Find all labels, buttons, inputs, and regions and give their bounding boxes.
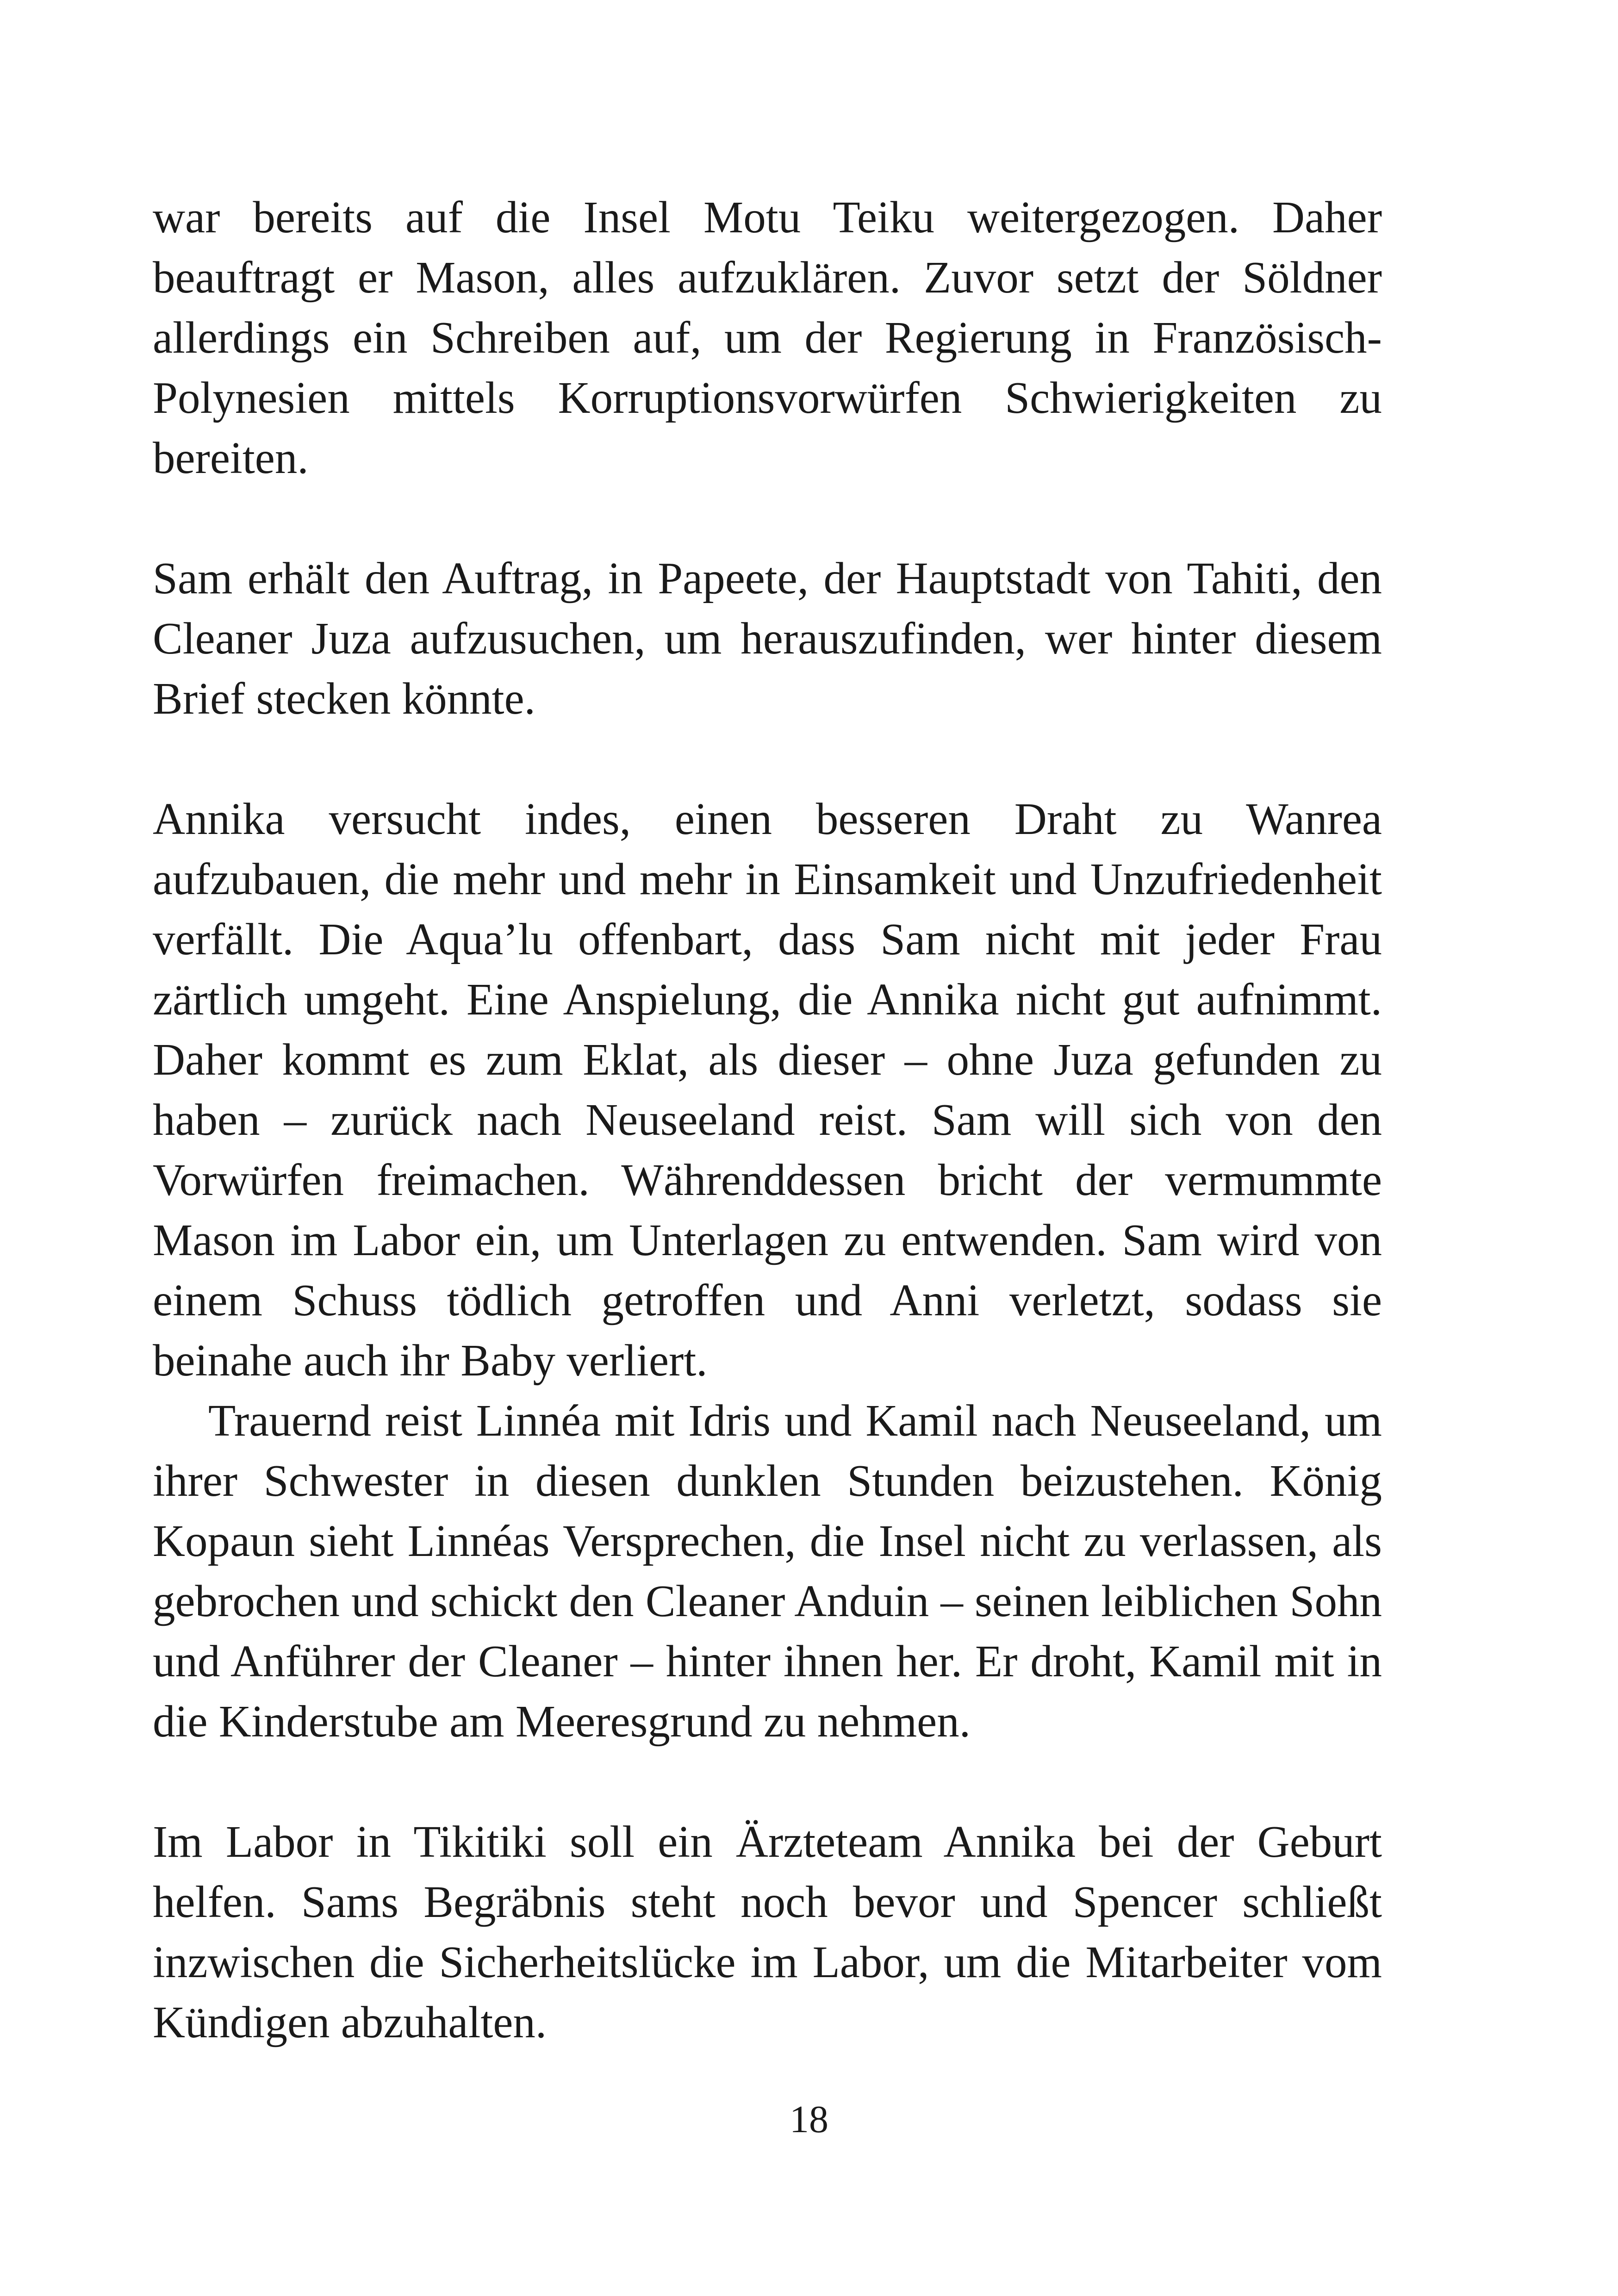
paragraph-1: war bereits auf die Insel Motu Teiku weitergezogen. Daher beauftragt er Mason, alles aufzuklären. Zuvor setzt der Söldner allerdings ein Schreiben auf, um der Regierung in Französisch-Polynesien mittels Korruptionsvorwürfen Schwierigkeiten zu bereiten. [153,193,1382,483]
paragraph-5: Im Labor in Tikitiki soll ein Ärzteteam Annika bei der Geburt helfen. Sams Begräbnis steht noch bevor und Spencer schließt inzwischen die Sicherheitslücke im Labor, um die Mitarbeiter vom Kündigen abzuhalten. [153,1817,1382,2047]
page-number: 18 [790,2098,828,2141]
paragraph-2: Sam erhält den Auftrag, in Papeete, der Hauptstadt von Tahiti, den Cleaner Juza aufzusuchen, um herauszufinden, wer hinter diesem Brief stecken könnte. [153,554,1382,723]
paragraph-3: Annika versucht indes, einen besseren Draht zu Wanrea aufzubauen, die mehr und mehr in Einsamkeit und Unzufriedenheit verfällt. Die Aqua’lu offenbart, dass Sam nicht mit jeder Frau zärtlich umgeht. Eine Anspielung, die Annika nicht gut aufnimmt. Daher kommt es zum Eklat, als dieser – ohne Juza gefunden zu haben – zurück nach Neuseeland reist. Sam will sich von den Vorwürfen freimachen. Währenddessen bricht der vermummte Mason im Labor ein, um Unterlagen zu entwenden. Sam wird von einem Schuss tödlich getroffen und Anni verletzt, sodass sie beinahe auch ihr Baby verliert. [153,794,1382,1385]
paragraph-4: Trauernd reist Linnéa mit Idris und Kamil nach Neuseeland, um ihrer Schwester in diesen dunklen Stunden beizustehen. König Kopaun sieht Linnéas Versprechen, die Insel nicht zu verlassen, als gebrochen und schickt den Cleaner Anduin – seinen leiblichen Sohn und Anführer der Cleaner – hinter ihnen her. Er droht, Kamil mit in die Kinderstube am Meeresgrund zu nehmen. [153,1396,1382,1746]
page-body [153,187,1382,2053]
